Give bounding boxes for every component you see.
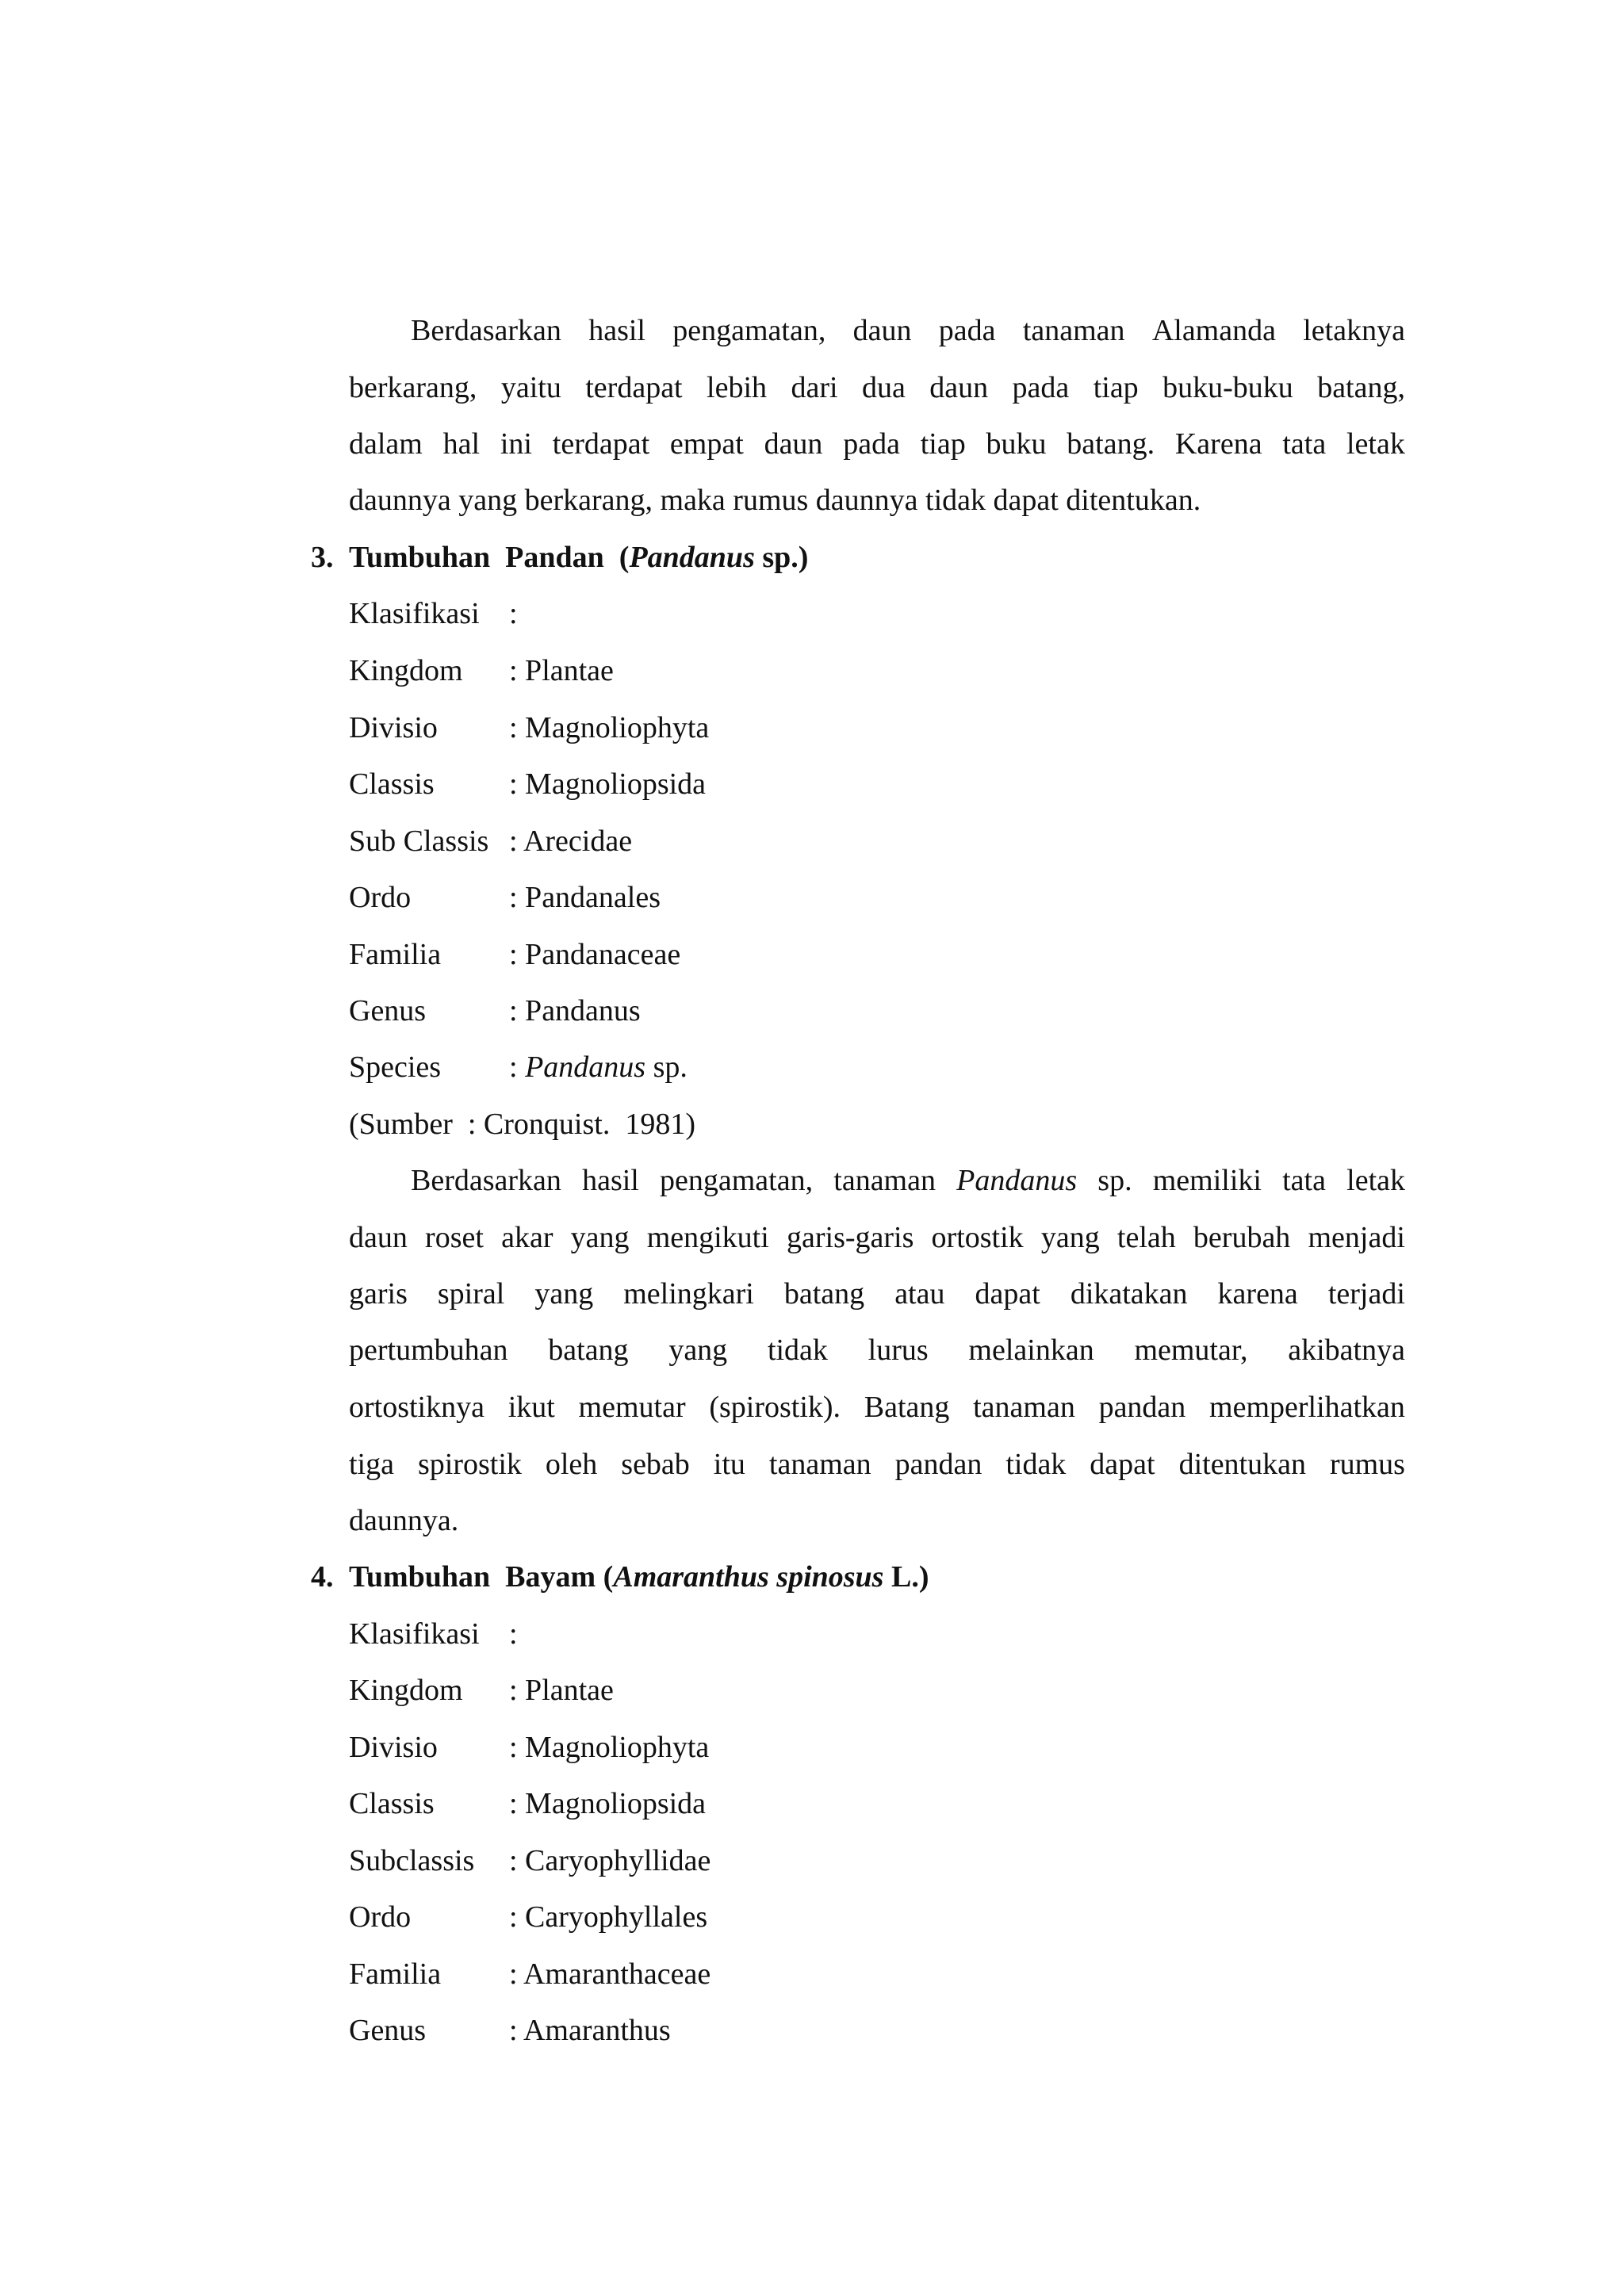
word: memiliki bbox=[1152, 1164, 1262, 1197]
taxonomy-rank-value: : Caryophyllidae bbox=[509, 1844, 711, 1877]
taxonomy-rank-value: : Magnoliopsida bbox=[509, 767, 707, 801]
word: spiral bbox=[437, 1277, 505, 1311]
word: ditentukan bbox=[1178, 1448, 1306, 1481]
para1-line1 bbox=[411, 316, 1405, 346]
word: ortostiknya bbox=[349, 1391, 485, 1424]
word: sp. bbox=[1097, 1164, 1132, 1197]
taxonomy-rank-value: : Magnoliophyta bbox=[509, 711, 710, 744]
word: pandan bbox=[1098, 1391, 1186, 1424]
para2-line2 bbox=[349, 1223, 1405, 1253]
word: garis bbox=[349, 1277, 408, 1311]
taxonomy-rank-value: : Arecidae bbox=[509, 825, 633, 858]
section3-species-value bbox=[509, 1052, 688, 1082]
word: (spirostik). bbox=[709, 1391, 841, 1424]
word: daun bbox=[929, 371, 989, 404]
word: yang bbox=[570, 1221, 630, 1254]
word: lurus bbox=[868, 1334, 929, 1367]
taxonomy-rank-label: Ordo bbox=[349, 881, 412, 914]
section3-source: (Sumber : Cronquist. 1981) bbox=[349, 1108, 695, 1141]
taxonomy-rank-label: Familia bbox=[349, 1957, 442, 1991]
word: pengamatan, bbox=[660, 1164, 814, 1197]
section4-heading-italic: Amaranthus spinosus bbox=[613, 1560, 884, 1594]
para2-line6 bbox=[349, 1449, 1405, 1479]
taxonomy-rank-value: : Plantae bbox=[509, 654, 614, 687]
word: roset bbox=[425, 1221, 484, 1254]
word: tiap bbox=[1093, 371, 1139, 404]
section3-heading bbox=[349, 542, 808, 572]
word: tanaman bbox=[768, 1448, 871, 1481]
taxonomy-rank-label: Kingdom bbox=[349, 654, 463, 687]
word: batang bbox=[783, 1277, 865, 1311]
word: spirostik bbox=[417, 1448, 522, 1481]
word: dapat bbox=[1090, 1448, 1155, 1481]
taxonomy-rank-label: Kingdom bbox=[349, 1674, 463, 1707]
word: daun bbox=[349, 1221, 408, 1254]
word: yang bbox=[1040, 1221, 1100, 1254]
word: karena bbox=[1217, 1277, 1298, 1311]
para2-line1 bbox=[411, 1165, 1405, 1196]
word: melainkan bbox=[968, 1334, 1094, 1367]
word: letak bbox=[1346, 427, 1405, 461]
word: oleh bbox=[545, 1448, 598, 1481]
section4-klasifikasi-colon: : bbox=[509, 1617, 518, 1651]
word: terjadi bbox=[1327, 1277, 1405, 1311]
word: pertumbuhan bbox=[349, 1334, 508, 1367]
word: melingkari bbox=[623, 1277, 754, 1311]
word: yang bbox=[668, 1334, 728, 1367]
word: ini bbox=[500, 427, 532, 461]
word: Batang bbox=[864, 1391, 950, 1424]
word: atau bbox=[894, 1277, 945, 1311]
word: lebih bbox=[707, 371, 768, 404]
para1-line3 bbox=[349, 429, 1405, 459]
word: rumus bbox=[1329, 1448, 1405, 1481]
word-italic: Pandanus bbox=[956, 1164, 1078, 1197]
word: dari bbox=[791, 371, 838, 404]
para2-line4 bbox=[349, 1335, 1405, 1365]
taxonomy-rank-value: : Amaranthus bbox=[509, 2014, 671, 2047]
taxonomy-rank-label: Genus bbox=[349, 2014, 427, 2047]
word: hasil bbox=[588, 314, 645, 347]
word: batang bbox=[548, 1334, 629, 1367]
taxonomy-rank-label: Familia bbox=[349, 938, 442, 971]
word: tidak bbox=[767, 1334, 828, 1367]
word: pengamatan, bbox=[672, 314, 826, 347]
word: yang bbox=[534, 1277, 594, 1311]
word: sebab bbox=[621, 1448, 690, 1481]
section3-species-suffix: sp. bbox=[645, 1050, 688, 1084]
section3-species-label: Species bbox=[349, 1050, 442, 1084]
section3-klasifikasi-label: Klasifikasi bbox=[349, 597, 480, 630]
word: pada bbox=[843, 427, 900, 461]
word: memutar bbox=[578, 1391, 686, 1424]
taxonomy-rank-value: : Plantae bbox=[509, 1674, 614, 1707]
word: tata bbox=[1282, 1164, 1326, 1197]
taxonomy-rank-label: Sub Classis bbox=[349, 825, 489, 858]
taxonomy-rank-label: Classis bbox=[349, 1787, 435, 1820]
word: pandan bbox=[894, 1448, 982, 1481]
taxonomy-rank-value: : Amaranthaceae bbox=[509, 1957, 711, 1991]
word: dalam bbox=[349, 427, 423, 461]
para1-line4: daunnya yang berkarang, maka rumus daunnya tidak dapat ditentukan. bbox=[349, 484, 1201, 517]
word: batang, bbox=[1317, 371, 1405, 404]
word: hasil bbox=[582, 1164, 639, 1197]
word: tanaman bbox=[833, 1164, 936, 1197]
word: memutar, bbox=[1134, 1334, 1248, 1367]
taxonomy-rank-value: : Magnoliopsida bbox=[509, 1787, 707, 1820]
word: tiap bbox=[920, 427, 966, 461]
word: Karena bbox=[1174, 427, 1262, 461]
word: tanaman bbox=[973, 1391, 1075, 1424]
para2-line3 bbox=[349, 1279, 1405, 1309]
taxonomy-rank-label: Ordo bbox=[349, 1900, 412, 1934]
word: Berdasarkan bbox=[411, 314, 561, 347]
word: hal bbox=[442, 427, 481, 461]
word: akibatnya bbox=[1288, 1334, 1405, 1367]
word: dikatakan bbox=[1070, 1277, 1188, 1311]
taxonomy-rank-label: Divisio bbox=[349, 1731, 438, 1764]
word: terdapat bbox=[585, 371, 683, 404]
word: daun bbox=[852, 314, 912, 347]
word: berubah bbox=[1193, 1221, 1291, 1254]
taxonomy-rank-value: : Pandanaceae bbox=[509, 938, 681, 971]
section3-heading-italic: Pandanus bbox=[629, 541, 755, 574]
word: letaknya bbox=[1303, 314, 1405, 347]
section3-number: 3. bbox=[311, 541, 334, 574]
taxonomy-rank-label: Subclassis bbox=[349, 1844, 475, 1877]
section3-species-italic: Pandanus bbox=[525, 1050, 646, 1084]
word: itu bbox=[713, 1448, 745, 1481]
word: terdapat bbox=[552, 427, 650, 461]
word: daun bbox=[764, 427, 823, 461]
word: Berdasarkan bbox=[411, 1164, 561, 1197]
word: tidak bbox=[1005, 1448, 1067, 1481]
word: ortostik bbox=[931, 1221, 1024, 1254]
para1-line2 bbox=[349, 373, 1405, 403]
section3-species-colon: : bbox=[509, 1050, 526, 1084]
word: menjadi bbox=[1308, 1221, 1405, 1254]
word: dapat bbox=[975, 1277, 1040, 1311]
section3-heading-prefix: Tumbuhan Pandan ( bbox=[349, 541, 630, 574]
word: letak bbox=[1346, 1164, 1405, 1197]
taxonomy-rank-label: Genus bbox=[349, 994, 427, 1027]
word: yaitu bbox=[500, 371, 561, 404]
word: pada bbox=[1012, 371, 1070, 404]
para2-line7: daunnya. bbox=[349, 1504, 459, 1537]
word: empat bbox=[669, 427, 744, 461]
word: dua bbox=[861, 371, 906, 404]
section3-klasifikasi-colon: : bbox=[509, 597, 518, 630]
taxonomy-rank-label: Divisio bbox=[349, 711, 438, 744]
taxonomy-rank-value: : Pandanales bbox=[509, 881, 661, 914]
section4-klasifikasi-label: Klasifikasi bbox=[349, 1617, 480, 1651]
word: garis-garis bbox=[786, 1221, 914, 1254]
word: telah bbox=[1116, 1221, 1176, 1254]
word: berkarang, bbox=[349, 371, 477, 404]
taxonomy-rank-value: : Pandanus bbox=[509, 994, 641, 1027]
section4-number: 4. bbox=[311, 1560, 334, 1594]
word: ikut bbox=[508, 1391, 555, 1424]
word: Alamanda bbox=[1151, 314, 1276, 347]
word: buku bbox=[986, 427, 1047, 461]
word: tanaman bbox=[1022, 314, 1125, 347]
taxonomy-rank-value: : Caryophyllales bbox=[509, 1900, 708, 1934]
word: akar bbox=[501, 1221, 553, 1254]
section4-heading-prefix: Tumbuhan Bayam ( bbox=[349, 1560, 614, 1594]
para2-line5 bbox=[349, 1392, 1405, 1422]
word: memperlihatkan bbox=[1209, 1391, 1405, 1424]
word: buku-buku bbox=[1162, 371, 1293, 404]
word: pada bbox=[938, 314, 996, 347]
taxonomy-rank-value: : Magnoliophyta bbox=[509, 1731, 710, 1764]
word: mengikuti bbox=[646, 1221, 769, 1254]
taxonomy-rank-label: Classis bbox=[349, 767, 435, 801]
word: tata bbox=[1282, 427, 1327, 461]
word: batang. bbox=[1067, 427, 1155, 461]
word: tiga bbox=[349, 1448, 394, 1481]
section3-heading-suffix: sp.) bbox=[754, 541, 809, 574]
section4-heading-suffix: L.) bbox=[883, 1560, 929, 1594]
section4-heading bbox=[349, 1562, 929, 1592]
